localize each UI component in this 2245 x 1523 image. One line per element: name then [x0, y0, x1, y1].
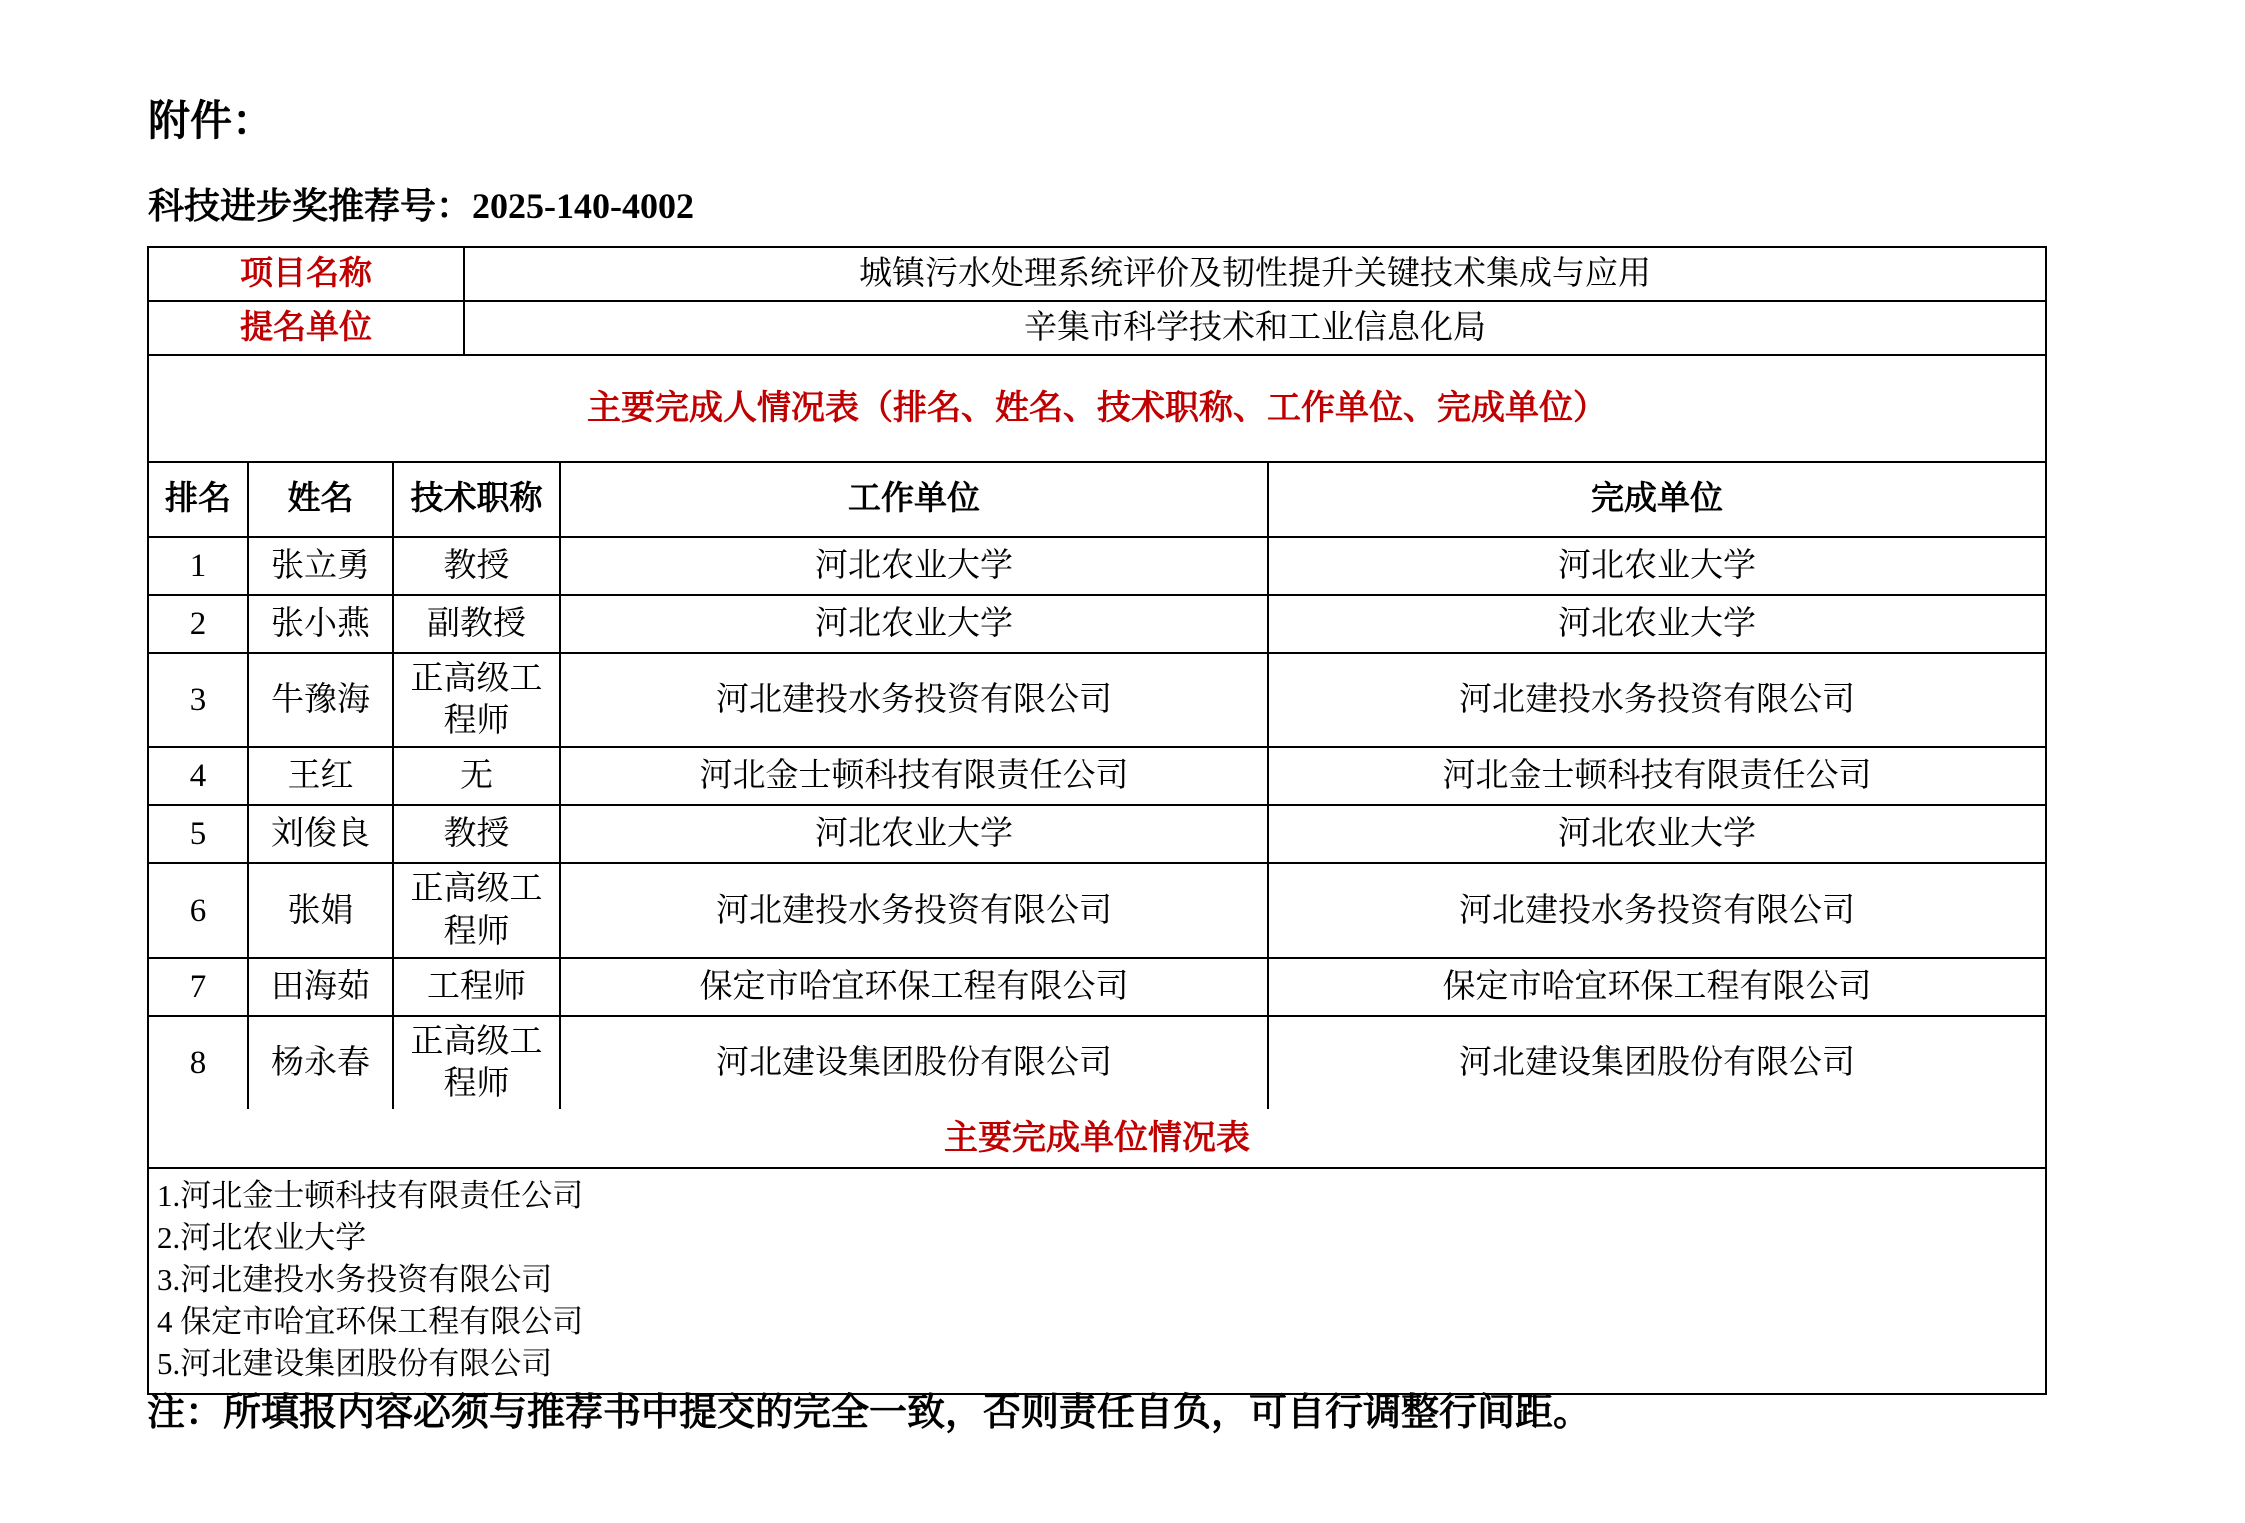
- cell-rank: 2: [149, 596, 249, 652]
- units-list-row: [149, 1169, 2045, 1393]
- cell-completion-unit: 河北农业大学: [1558, 816, 1756, 853]
- cell-rank: 7: [149, 959, 249, 1015]
- cell-completion-unit: 河北金士顿科技有限责任公司: [1442, 758, 1872, 795]
- cell-title: 工程师: [394, 959, 561, 1015]
- cell-title: 正高级工程师: [394, 864, 561, 956]
- footer-note: 注：所填报内容必须与推荐书中提交的完全一致，否则责任自负，可自行调整行间距。: [147, 1392, 1592, 1434]
- cell-work-unit: 河北建投水务投资有限公司: [561, 864, 1269, 956]
- cell-name: 田海茹: [249, 959, 394, 1015]
- completer-row: [149, 806, 2045, 864]
- cell-name: 王红: [249, 748, 394, 804]
- cell-completion-unit: 保定市哈宜环保工程有限公司: [1442, 968, 1872, 1005]
- unit-list-item: 3.河北建投水务投资有限公司: [157, 1262, 553, 1298]
- attachment-label: 附件：: [148, 97, 275, 144]
- cell-title: 副教授: [394, 596, 561, 652]
- cell-work-unit: 河北金士顿科技有限责任公司: [561, 748, 1269, 804]
- cell-work-unit: 河北农业大学: [561, 806, 1269, 862]
- project-name-row: [149, 248, 2045, 302]
- cell-name: 杨永春: [249, 1017, 394, 1109]
- unit-list-item: 1.河北金士顿科技有限责任公司: [157, 1178, 584, 1214]
- cell-rank: 8: [149, 1017, 249, 1109]
- cell-title: 教授: [394, 538, 561, 594]
- completers-rows-host: [149, 538, 2045, 1109]
- header-rank: 排名: [149, 463, 249, 536]
- cell-name: 牛豫海: [249, 654, 394, 746]
- cell-name: 刘俊良: [249, 806, 394, 862]
- cell-title: 无: [394, 748, 561, 804]
- cell-work-unit: 保定市哈宜环保工程有限公司: [561, 959, 1269, 1015]
- header-work-unit: 工作单位: [561, 463, 1269, 536]
- completer-row: [149, 654, 2045, 748]
- cell-completion-unit: 河北建投水务投资有限公司: [1459, 892, 1855, 929]
- units-section-title: 主要完成单位情况表: [944, 1119, 1250, 1157]
- cell-completion-unit: 河北建投水务投资有限公司: [1459, 682, 1855, 719]
- unit-list-item: 4 保定市哈宜环保工程有限公司: [157, 1304, 584, 1340]
- cell-rank: 3: [149, 654, 249, 746]
- units-section-title-row: [149, 1109, 2045, 1169]
- cell-completion-unit: 河北建设集团股份有限公司: [1459, 1045, 1855, 1082]
- recommendation-label: 科技进步奖推荐号：: [148, 186, 473, 226]
- cell-work-unit: 河北农业大学: [561, 538, 1269, 594]
- award-table: [147, 246, 2047, 1395]
- cell-title: 教授: [394, 806, 561, 862]
- cell-title: 正高级工程师: [394, 1017, 561, 1109]
- project-name-label: 项目名称: [149, 248, 465, 300]
- recommendation-number: 2025-140-4002: [472, 186, 694, 226]
- cell-name: 张小燕: [249, 596, 394, 652]
- recommendation-line: [148, 178, 694, 229]
- completers-header-row: [149, 463, 2045, 538]
- header-completion-unit: 完成单位: [1591, 481, 1723, 518]
- header-title: 技术职称: [394, 463, 561, 536]
- nominator-label: 提名单位: [149, 302, 465, 354]
- cell-work-unit: 河北建投水务投资有限公司: [561, 654, 1269, 746]
- cell-name: 张立勇: [249, 538, 394, 594]
- completer-row: [149, 864, 2045, 958]
- completer-row: [149, 596, 2045, 654]
- unit-list-item: 5.河北建设集团股份有限公司: [157, 1346, 553, 1382]
- cell-work-unit: 河北建设集团股份有限公司: [561, 1017, 1269, 1109]
- nominator-row: [149, 302, 2045, 356]
- completer-row: [149, 538, 2045, 596]
- header-name: 姓名: [249, 463, 394, 536]
- unit-list-item: 2.河北农业大学: [157, 1220, 367, 1256]
- completers-section-title: 主要完成人情况表（排名、姓名、技术职称、工作单位、完成单位）: [587, 389, 1607, 427]
- completer-row: [149, 1017, 2045, 1109]
- cell-title: 正高级工程师: [394, 654, 561, 746]
- nominator-value: 辛集市科学技术和工业信息化局: [1024, 309, 1486, 346]
- completer-row: [149, 959, 2045, 1017]
- cell-name: 张娟: [249, 864, 394, 956]
- project-name-value: 城镇污水处理系统评价及韧性提升关键技术集成与应用: [859, 255, 1651, 292]
- cell-rank: 5: [149, 806, 249, 862]
- completer-row: [149, 748, 2045, 806]
- cell-rank: 1: [149, 538, 249, 594]
- units-list: [149, 1169, 2045, 1393]
- cell-rank: 4: [149, 748, 249, 804]
- cell-work-unit: 河北农业大学: [561, 596, 1269, 652]
- cell-completion-unit: 河北农业大学: [1558, 547, 1756, 584]
- completers-section-title-row: [149, 356, 2045, 463]
- cell-rank: 6: [149, 864, 249, 956]
- cell-completion-unit: 河北农业大学: [1558, 605, 1756, 642]
